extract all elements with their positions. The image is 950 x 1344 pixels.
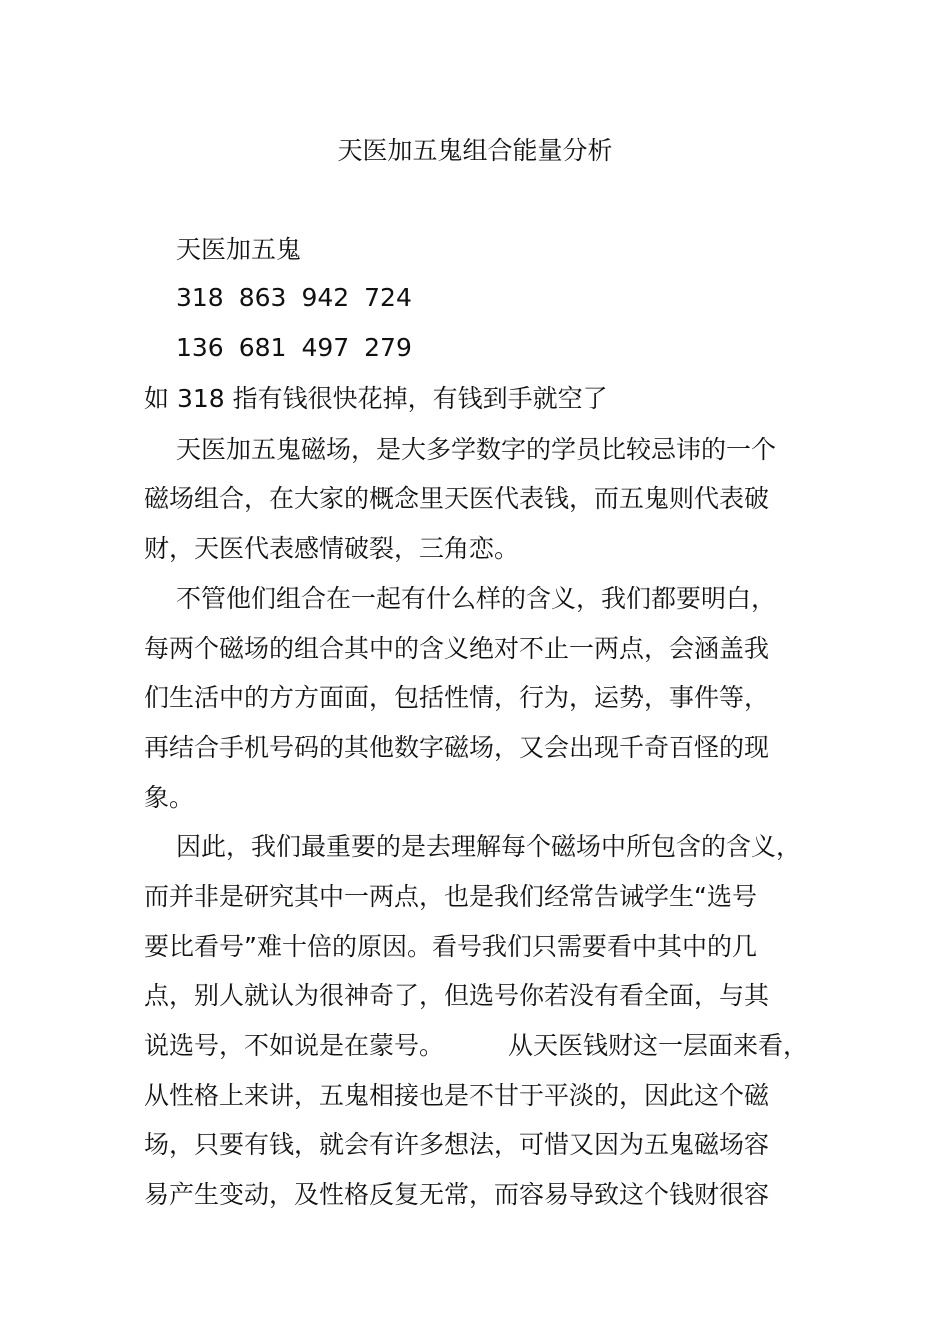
- paragraph-line: 因此，我们最重要的是去理解每个磁场中所包含的含义，: [176, 832, 802, 861]
- paragraph-line: 易产生变动，及性格反复无常，而容易导致这个钱财很容: [144, 1180, 770, 1209]
- paragraph-line: [144, 1029, 808, 1063]
- number-cell: 497: [301, 333, 350, 362]
- paragraph-line: 财，天医代表感情破裂，三角恋。: [144, 534, 520, 563]
- paragraph-line: 们生活中的方方面面，包括性情，行为，运势，事件等，: [144, 683, 770, 712]
- paragraph-line: 每两个磁场的组合其中的含义绝对不止一两点，会涵盖我: [144, 634, 770, 663]
- paragraph-line: 不管他们组合在一起有什么样的含义，我们都要明白，: [176, 584, 777, 613]
- paragraph-line: 点，别人就认为很神奇了，但选号你若没有看全面，与其: [144, 981, 770, 1010]
- paragraph-line: 从性格上来讲，五鬼相接也是不甘于平淡的，因此这个磁: [144, 1081, 770, 1110]
- number-cell: 724: [364, 283, 412, 312]
- paragraph-segment: 从天医钱财这一层面来看，: [508, 1031, 809, 1060]
- number-row-2: [176, 331, 427, 365]
- number-cell: 942: [301, 283, 350, 312]
- paragraph-line: 天医加五鬼磁场，是大多学数字的学员比较忌讳的一个: [176, 435, 777, 464]
- number-cell: 136: [176, 333, 224, 362]
- paragraph-line: 象。: [144, 783, 195, 812]
- paragraph-line: 磁场组合，在大家的概念里天医代表钱，而五鬼则代表破: [144, 484, 770, 513]
- number-cell: 681: [238, 333, 287, 362]
- number-cell: 318: [176, 283, 224, 312]
- paragraph-line: 再结合手机号码的其他数字磁场，又会出现千奇百怪的现: [144, 733, 770, 762]
- number-cell: 279: [364, 333, 412, 362]
- subheading: 天医加五鬼: [176, 235, 302, 264]
- paragraph-line: 而并非是研究其中一两点，也是我们经常告诫学生“选号: [144, 882, 757, 911]
- paragraph-line: 场，只要有钱，就会有许多想法，可惜又因为五鬼磁场容: [144, 1130, 770, 1159]
- number-cell: 863: [238, 283, 287, 312]
- number-row-1: [176, 281, 427, 315]
- paragraph-segment: 说选号，不如说是在蒙号。: [144, 1031, 445, 1060]
- example-line: 如 318 指有钱很快花掉，有钱到手就空了: [144, 384, 608, 413]
- document-title: 天医加五鬼组合能量分析: [337, 136, 613, 165]
- paragraph-line: 要比看号”难十倍的原因。看号我们只需要看中其中的几: [144, 932, 757, 961]
